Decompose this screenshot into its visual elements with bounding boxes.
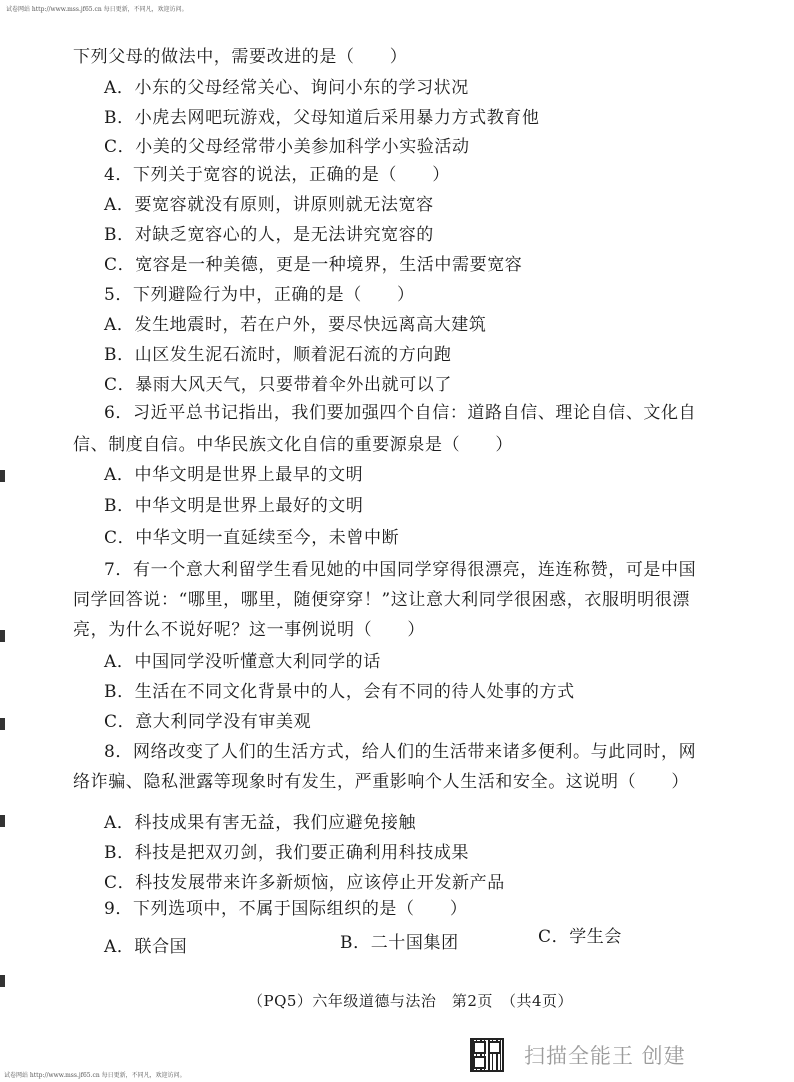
text-line: 8．网络改变了人们的生活方式，给人们的生活带来诸多便利。与此同时，网 bbox=[104, 742, 697, 762]
margin-mark bbox=[0, 975, 5, 987]
text-line: A．要宽容就没有原则，讲原则就无法宽容 bbox=[104, 195, 434, 215]
scanner-watermark bbox=[470, 1038, 770, 1074]
margin-mark bbox=[0, 718, 5, 730]
text-line: A．中华文明是世界上最早的文明 bbox=[104, 465, 364, 485]
margin-mark bbox=[0, 815, 5, 827]
text-line: 亮，为什么不说好呢？这一事例说明（ ） bbox=[73, 620, 425, 640]
text-line: C．中华文明一直延续至今，未曾中断 bbox=[104, 528, 400, 548]
text-line: 4．下列关于宽容的说法，正确的是（ ） bbox=[104, 165, 450, 185]
text-line: C．科技发展带来许多新烦恼，应该停止开发新产品 bbox=[104, 873, 505, 893]
text-line: B．中华文明是世界上最好的文明 bbox=[104, 496, 364, 516]
text-line: B．小虎去网吧玩游戏，父母知道后采用暴力方式教育他 bbox=[104, 108, 540, 128]
q9-option-c: C．学生会 bbox=[538, 927, 623, 947]
text-line: C．暴雨大风天气，只要带着伞外出就可以了 bbox=[104, 375, 453, 395]
text-line: C．小美的父母经常带小美参加科学小实验活动 bbox=[104, 137, 470, 157]
text-line: 同学回答说：“哪里，哪里，随便穿穿！”这让意大利同学很困惑，衣服明明很漂 bbox=[73, 590, 690, 610]
text-line: A．中国同学没听懂意大利同学的话 bbox=[104, 652, 381, 672]
text-line: C．宽容是一种美德，更是一种境界，生活中需要宽容 bbox=[104, 255, 523, 275]
text-line: 6．习近平总书记指出，我们要加强四个自信：道路自信、理论自信、文化自 bbox=[104, 403, 697, 423]
text-line: B．对缺乏宽容心的人，是无法讲究宽容的 bbox=[104, 225, 434, 245]
text-line: A．小东的父母经常关心、询问小东的学习状况 bbox=[104, 78, 469, 98]
text-line: B．山区发生泥石流时，顺着泥石流的方向跑 bbox=[104, 345, 452, 365]
q9-option-a: A．联合国 bbox=[104, 937, 188, 957]
text-line: 5．下列避险行为中，正确的是（ ） bbox=[104, 285, 415, 305]
page-footer: （PQ5）六年级道德与法治 第2页 （共4页） bbox=[248, 992, 574, 1010]
text-line: A．科技成果有害无益，我们应避免接触 bbox=[104, 813, 417, 833]
text-line: B．生活在不同文化背景中的人，会有不同的待人处事的方式 bbox=[104, 682, 575, 702]
text-line: B．科技是把双刃剑，我们要正确利用科技成果 bbox=[104, 843, 470, 863]
footer-note: 试卷网站 http://www.mss.jf65.cn 每日更新，不同凡，欢迎访问。 bbox=[4, 1072, 186, 1079]
margin-mark bbox=[0, 630, 5, 642]
q9-option-b: B．二十国集团 bbox=[340, 933, 459, 953]
qr-code-icon bbox=[470, 1038, 504, 1072]
text-line: 7．有一个意大利留学生看见她的中国同学穿得很漂亮，连连称赞，可是中国 bbox=[104, 560, 697, 580]
text-line: 下列父母的做法中，需要改进的是（ ） bbox=[73, 47, 408, 67]
text-line: A．发生地震时，若在户外，要尽快远离高大建筑 bbox=[104, 315, 487, 335]
text-line: 9．下列选项中，不属于国际组织的是（ ） bbox=[104, 899, 468, 919]
text-line: C．意大利同学没有审美观 bbox=[104, 712, 312, 732]
text-line: 络诈骗、隐私泄露等现象时有发生，严重影响个人生活和安全。这说明（ ） bbox=[73, 772, 689, 792]
header-note: 试卷网站 http://www.mss.jf65.cn 每日更新，不同凡，欢迎访问。 bbox=[6, 6, 188, 13]
margin-mark bbox=[0, 470, 5, 482]
scanner-watermark-text: 扫描全能王 创建 bbox=[524, 1044, 686, 1068]
text-line: 信、制度自信。中华民族文化自信的重要源泉是（ ） bbox=[73, 435, 513, 455]
